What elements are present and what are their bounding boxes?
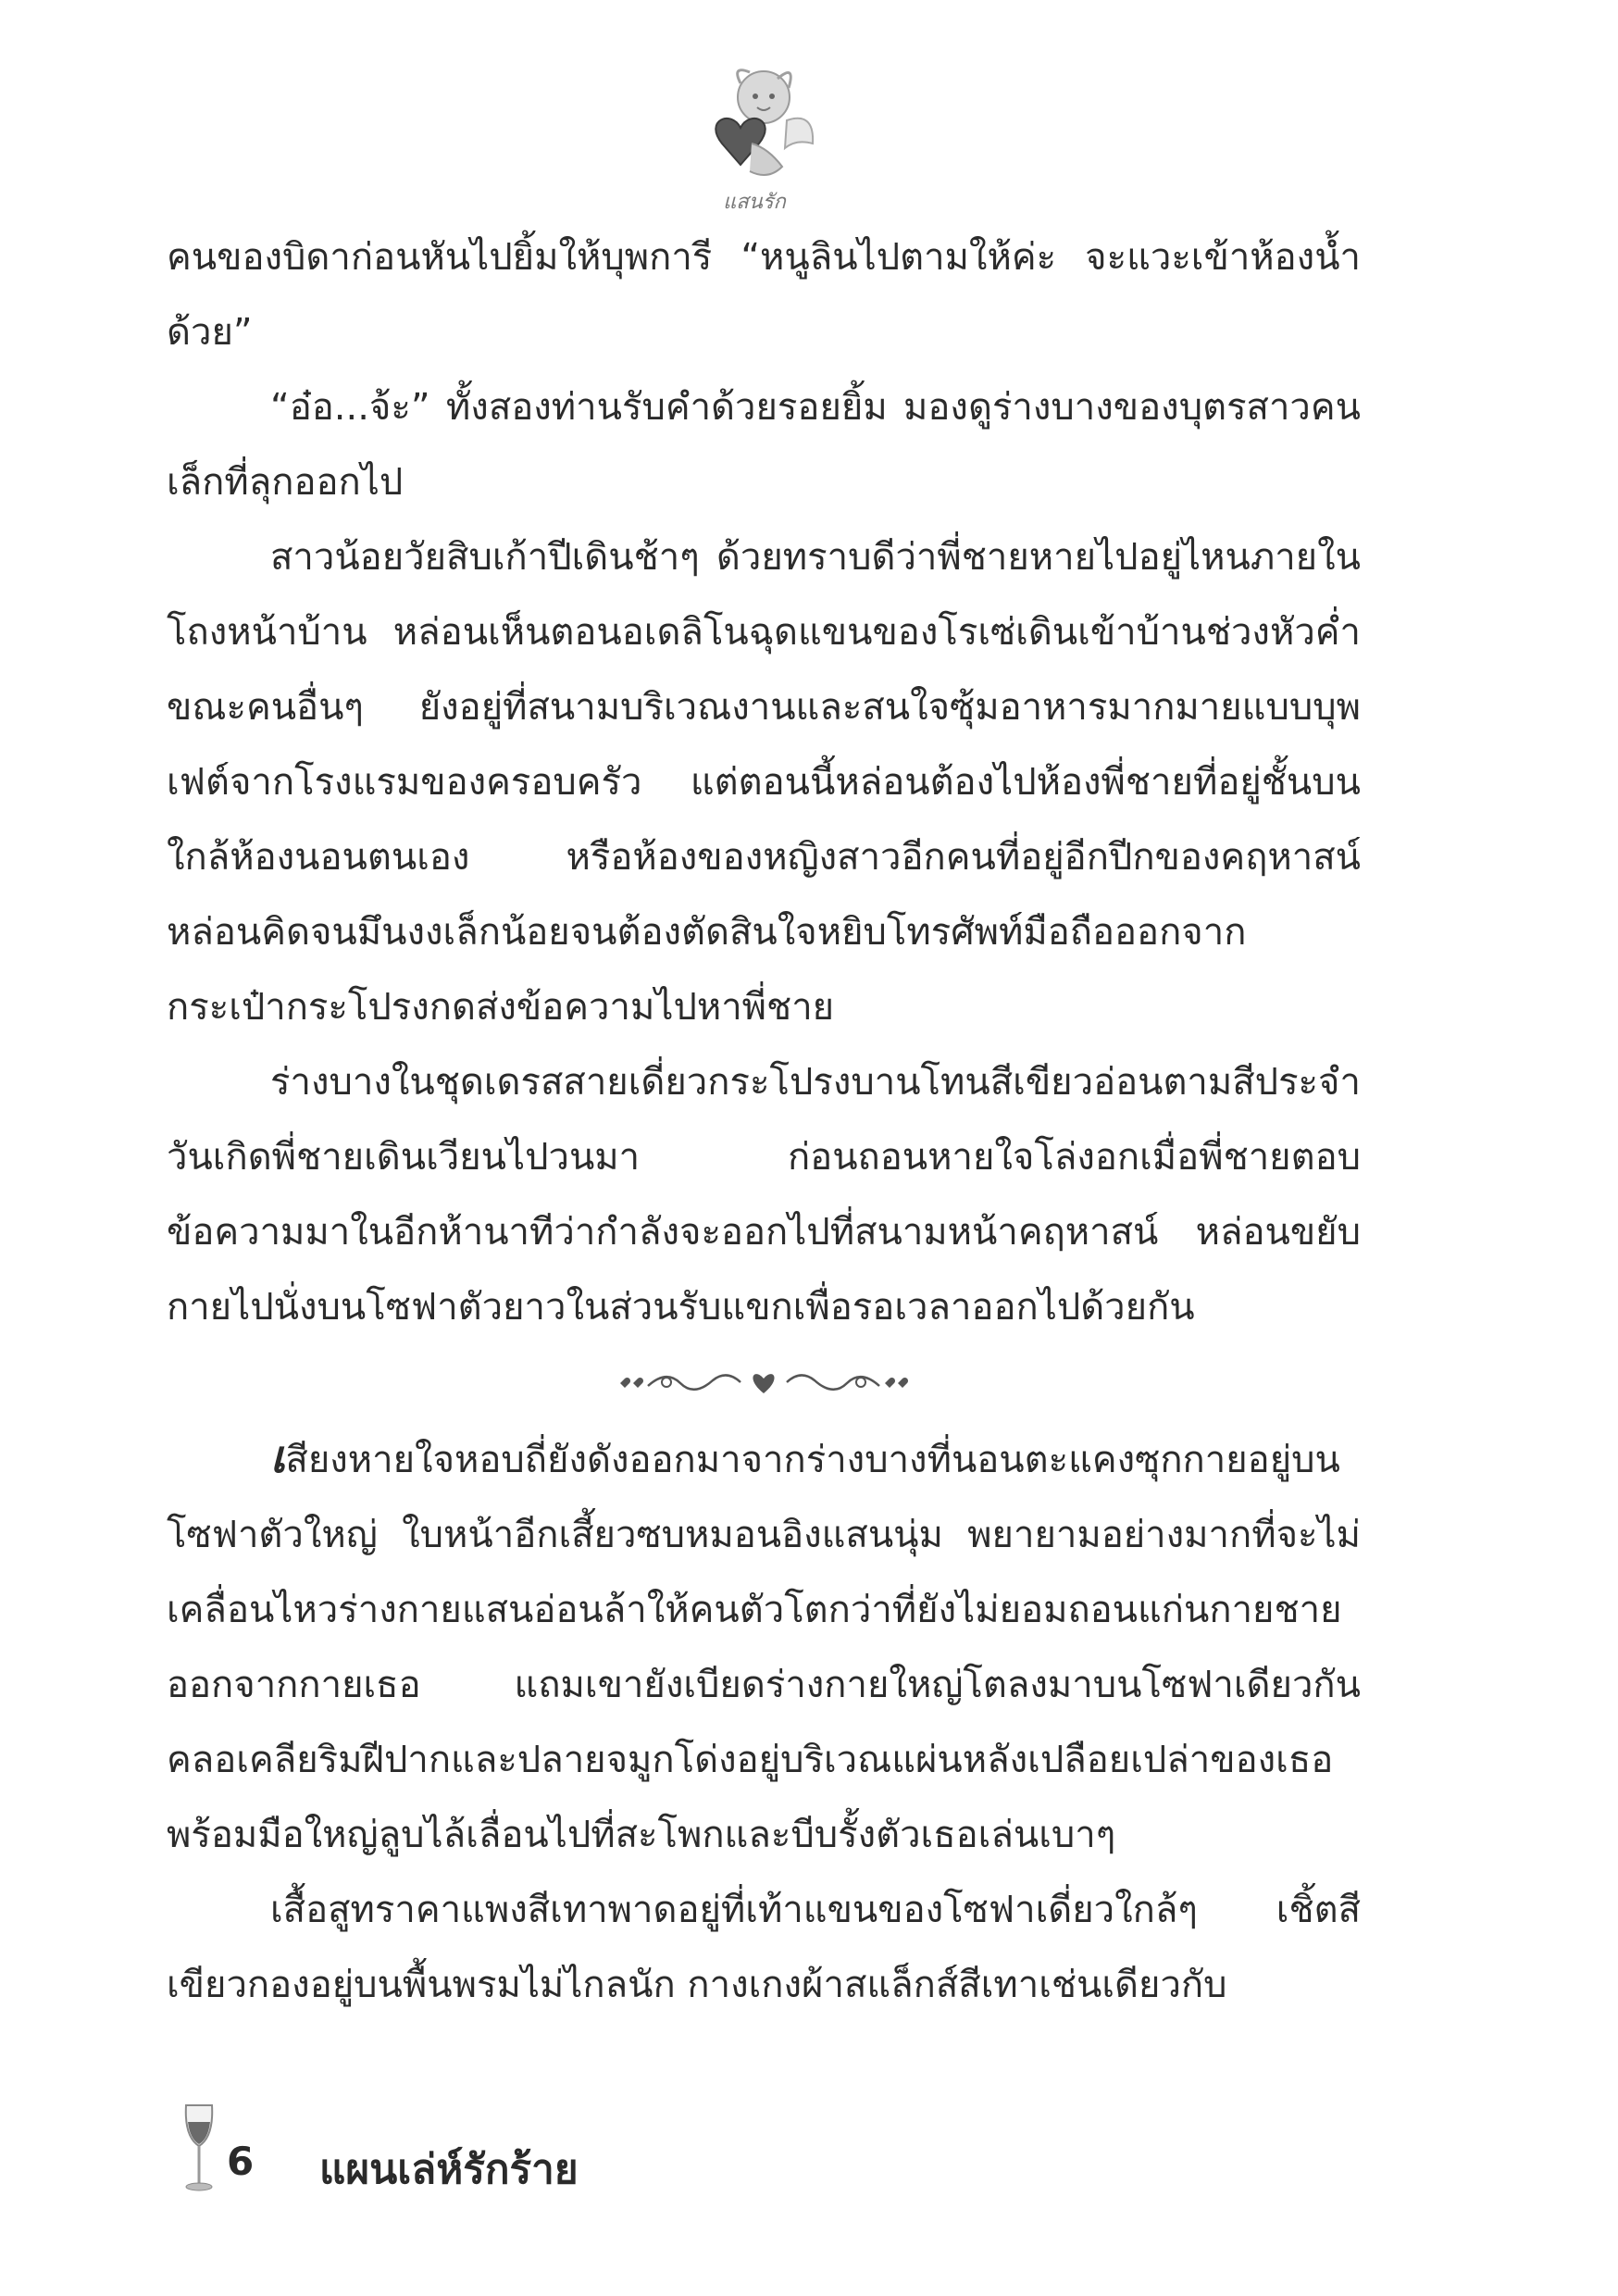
paragraph-4: ร่างบางในชุดเดรสสายเดี่ยวกระโปรงบานโทนสีเขียวอ่อนตามสีประจำวันเกิดพี่ชายเดินเวียนไปวนมา ก่อนถอนหายใจโล่งอกเมื่อพี่ชายตอบข้อความมาในอีกห้านาทีว่ากำลังจะออกไปที่สนามหน้าคฤหาสน์ หล่อนขยับกายไปนั่งบนโซฟาตัวยาวในส่วนรับแขกเพื่อรอเวลาออกไปด้วยกัน bbox=[167, 1061, 1361, 1329]
paragraph-5-text: สียงหายใจหอบถี่ยังดังออกมาจากร่างบางที่นอนตะแคงซุกกายอยู่บนโซฟาตัวใหญ่ ใบหน้าอีกเสี้ยวซบหมอนอิงแสนนุ่ม พยายามอย่างมากที่จะไม่เคลื่อนไหวร่างกายแสนอ่อนล้าให้คนตัวโตกว่าที่ยังไม่ยอมถอนแก่นกายชายออกจากกายเธอ แถมเขายังเบียดร่างกายใหญ่โตลงมาบนโซฟาเดียวกัน คลอเคลียริมฝีปากและปลายจมูกโด่งอยู่บริเวณแผ่นหลังเปลือยเปล่าของเธอ พร้อมมือใหญ่ลูบไล้เลื่อนไปที่สะโพกและบีบรั้งตัวเธอเล่นเบาๆ bbox=[167, 1439, 1361, 1856]
paragraph-1: คนของบิดาก่อนหันไปยิ้มให้บุพการี “หนูลินไปตามให้ค่ะ จะแวะเข้าห้องน้ำด้วย” bbox=[167, 236, 1361, 354]
drop-cap: เ bbox=[270, 1431, 286, 1483]
wine-glass-icon bbox=[180, 2102, 218, 2194]
section-divider bbox=[167, 1345, 1361, 1420]
paragraph-3: สาวน้อยวัยสิบเก้าปีเดินช้าๆ ด้วยทราบดีว่าพี่ชายหายไปอยู่ไหนภายในโถงหน้าบ้าน หล่อนเห็นตอนอเดลิโนฉุดแขนของโรเซ่เดินเข้าบ้านช่วงหัวค่ำ ขณะคนอื่นๆ ยังอยู่ที่สนามบริเวณงานและสนใจซุ้มอาหารมากมายแบบบุพเฟต์จากโรงแรมของครอบครัว แต่ตอนนี้หล่อนต้องไปห้องพี่ชายที่อยู่ชั้นบนใกล้ห้องนอนตนเอง หรือห้องของหญิงสาวอีกคนที่อยู่อีกปีกของคฤหาสน์ หล่อนคิดจนมึนงงเล็กน้อยจนต้องตัดสินใจหยิบโทรศัพท์มือถือออกจากกระเป๋ากระโปรงกดส่งข้อความไปหาพี่ชาย bbox=[167, 536, 1361, 1029]
cupid-heart-icon bbox=[685, 56, 824, 194]
ornament-divider-icon bbox=[611, 1360, 916, 1406]
paragraph-6: เสื้อสูทราคาแพงสีเทาพาดอยู่ที่เท้าแขนของโซฟาเดี่ยวใกล้ๆ เชิ้ตสีเขียวกองอยู่บนพื้นพรมไม่ไกลนัก กางเกงผ้าสแล็กส์สีเทาเช่นเดียวกับ bbox=[167, 1889, 1361, 2006]
paragraph-2: “อ๋อ...จ้ะ” ทั้งสองท่านรับคำด้วยรอยยิ้ม มองดูร่างบางของบุตรสาวคนเล็กที่ลุกออกไป bbox=[167, 386, 1361, 504]
publisher-logo bbox=[685, 56, 824, 218]
paragraph-5 bbox=[167, 1420, 1361, 1873]
logo-text: แสนรัก bbox=[723, 191, 786, 214]
page-number: 6 bbox=[227, 2139, 255, 2184]
book-title: แผนเล่ห์รักร้าย bbox=[319, 2146, 579, 2193]
body-text bbox=[167, 220, 1361, 2023]
page-footer bbox=[180, 2102, 921, 2203]
